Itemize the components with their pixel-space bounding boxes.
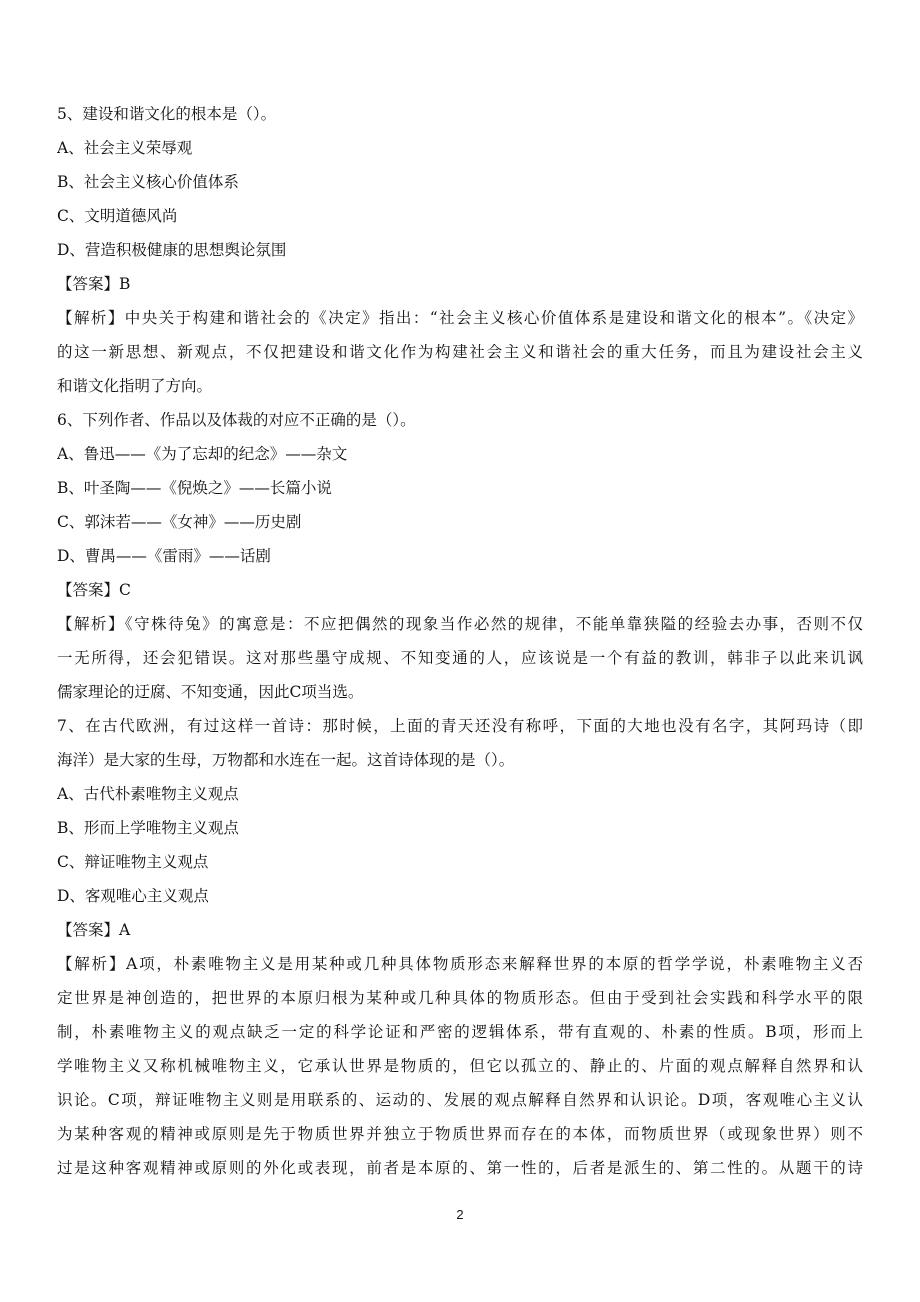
question-line: 7、在古代欧洲，有过这样一首诗：那时候，上面的青天还没有称呼，下面的大地也没有名字，其阿玛诗（即 xyxy=(57,717,863,735)
analysis-line: 为某种客观的精神或原则是先于物质世界并独立于物质世界而存在的本体，而物质世界（或现象世界）则不 xyxy=(57,1125,863,1143)
question-line: 5、建设和谐文化的根本是（）。 xyxy=(57,105,277,123)
analysis-line: 【解析】A项，朴素唯物主义是用某种或几种具体物质形态来解释世界的本原的哲学学说，朴素唯物主义否 xyxy=(57,955,863,973)
analysis-line: 和谐文化指明了方向。 xyxy=(57,377,213,395)
document-body xyxy=(57,97,863,1185)
page-number: 2 xyxy=(456,1207,464,1222)
analysis-line: 定世界是神创造的，把世界的本原归根为某种或几种具体的物质形态。但由于受到社会实践和科学水平的限 xyxy=(57,989,863,1007)
option-line: B、社会主义核心价值体系 xyxy=(57,173,239,191)
option-line: D、客观唯心主义观点 xyxy=(57,887,209,905)
answer-line: 【答案】B xyxy=(57,275,131,293)
option-line: D、营造积极健康的思想舆论氛围 xyxy=(57,241,287,259)
analysis-line: 的这一新思想、新观点，不仅把建设和谐文化作为构建社会主义和谐社会的重大任务，而且为建设社会主义 xyxy=(57,343,863,361)
analysis-line: 过是这种客观精神或原则的外化或表现，前者是本原的、第一性的，后者是派生的、第二性的。从题干的诗 xyxy=(57,1159,863,1177)
option-line: C、文明道德风尚 xyxy=(57,207,178,225)
analysis-line: 一无所得，还会犯错误。这对那些墨守成规、不知变通的人，应该说是一个有益的教训，韩非子以此来讥讽 xyxy=(57,649,863,667)
answer-line: 【答案】A xyxy=(57,921,131,939)
option-line: C、辩证唯物主义观点 xyxy=(57,853,209,871)
option-line: C、郭沫若——《女神》——历史剧 xyxy=(57,513,302,531)
analysis-line: 【解析】《守株待兔》的寓意是：不应把偶然的现象当作必然的规律，不能单靠狭隘的经验去办事，否则不仅 xyxy=(57,615,863,633)
analysis-line: 【解析】中央关于构建和谐社会的《决定》指出：“社会主义核心价值体系是建设和谐文化的根本”。《决定》 xyxy=(57,309,863,327)
option-line: D、曹禺——《雷雨》——话剧 xyxy=(57,547,271,565)
analysis-line: 制，朴素唯物主义的观点缺乏一定的科学论证和严密的逻辑体系，带有直观的、朴素的性质。B项，形而上 xyxy=(57,1023,863,1041)
question-line: 6、下列作者、作品以及体裁的对应不正确的是（）。 xyxy=(57,411,416,429)
question-line: 海洋）是大家的生母，万物都和水连在一起。这首诗体现的是（）。 xyxy=(57,751,515,769)
option-line: A、鲁迅——《为了忘却的纪念》——杂文 xyxy=(57,445,348,463)
option-line: A、社会主义荣辱观 xyxy=(57,139,193,157)
option-line: B、叶圣陶——《倪焕之》——长篇小说 xyxy=(57,479,332,497)
answer-line: 【答案】C xyxy=(57,581,131,599)
option-line: A、古代朴素唯物主义观点 xyxy=(57,785,239,803)
option-line: B、形而上学唯物主义观点 xyxy=(57,819,239,837)
analysis-line: 学唯物主义又称机械唯物主义，它承认世界是物质的，但它以孤立的、静止的、片面的观点解释自然界和认 xyxy=(57,1057,863,1075)
analysis-line: 识论。C项，辩证唯物主义则是用联系的、运动的、发展的观点解释自然界和认识论。D项，客观唯心主义认 xyxy=(57,1091,863,1109)
analysis-line: 儒家理论的迂腐、不知变通，因此C项当选。 xyxy=(57,683,364,701)
